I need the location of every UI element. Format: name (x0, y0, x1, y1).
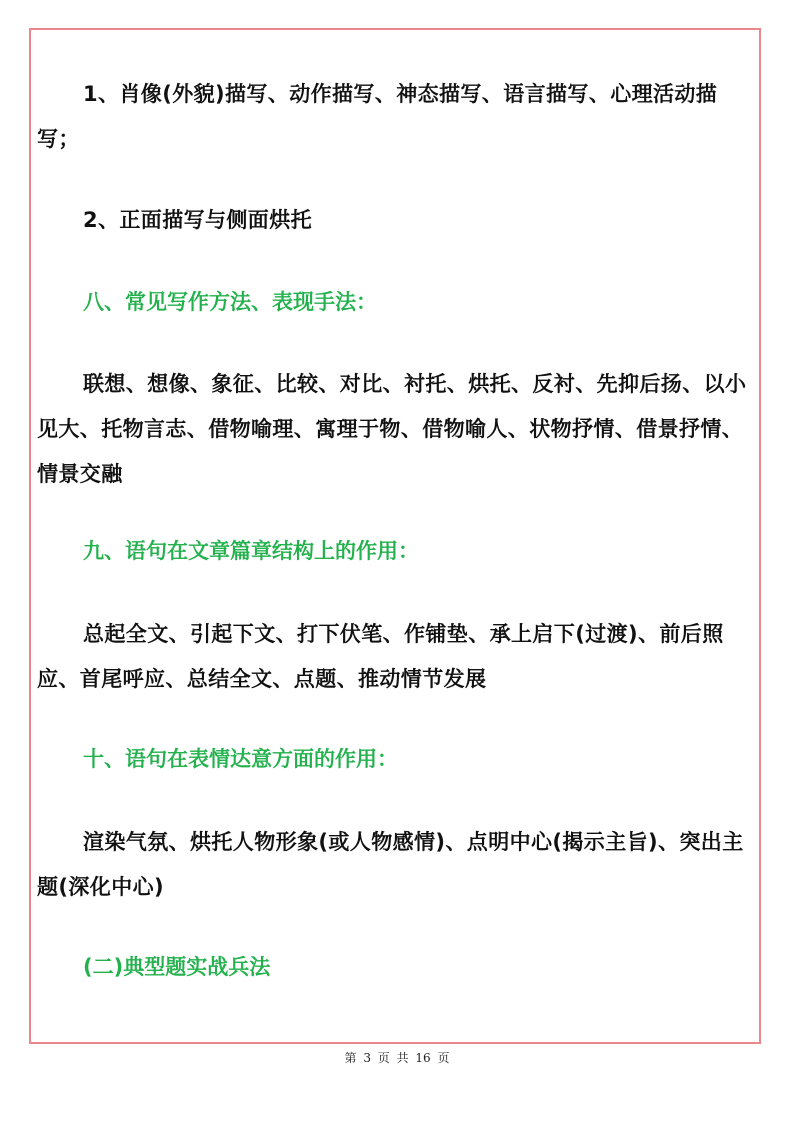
heading-writing-methods: 八、常见写作方法、表现手法： (83, 290, 377, 314)
paragraph-description-methods: 1、肖像(外貌)描写、动作描写、神态描写、语言描写、心理活动描写； (37, 82, 718, 151)
paragraph-writing-methods-list: 联想、想像、象征、比较、对比、衬托、烘托、反衬、先抑后扬、以小见大、托物言志、借物喻理、寓理于物、借物喻人、状物抒情、借景抒情、情景交融 (37, 372, 747, 486)
heading-expression-function: 十、语句在表情达意方面的作用： (83, 747, 398, 771)
page-number-footer: 第 3 页 共 16 页 (344, 1051, 450, 1065)
heading-typical-questions: (二)典型题实战兵法 (83, 955, 271, 979)
heading-structure-function: 九、语句在文章篇章结构上的作用： (83, 539, 419, 563)
paragraph-expression-function-list: 渲染气氛、烘托人物形象(或人物感情)、点明中心(揭示主旨)、突出主题(深化中心) (37, 830, 744, 899)
paragraph-structure-function-list: 总起全文、引起下文、打下伏笔、作铺垫、承上启下(过渡)、前后照应、首尾呼应、总结全文、点题、推动情节发展 (37, 622, 724, 691)
paragraph-direct-indirect: 2、正面描写与侧面烘托 (83, 208, 313, 232)
